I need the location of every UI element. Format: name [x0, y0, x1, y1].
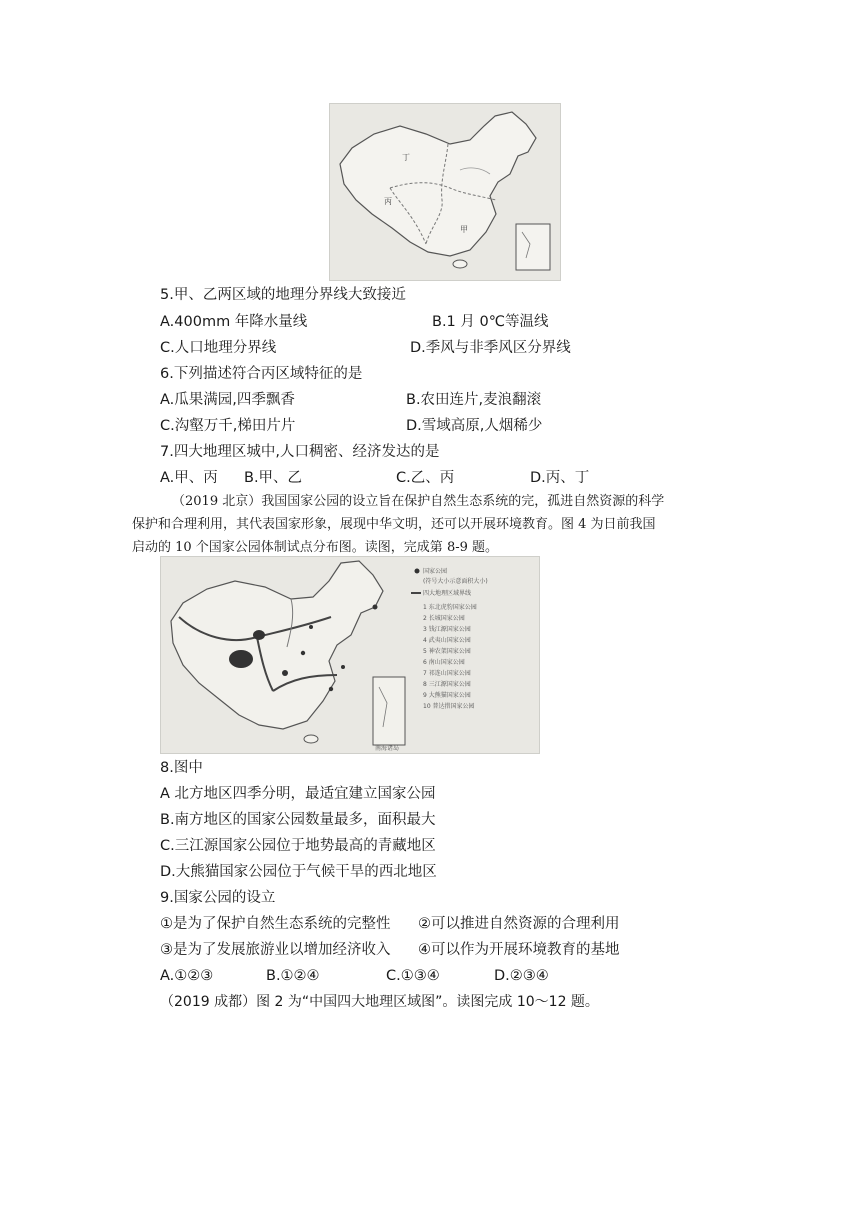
q8-option-a: A 北方地区四季分明，最适宜建立国家公园	[160, 786, 436, 802]
legend-park-2: 2 长城国家公园	[423, 615, 465, 622]
q6-option-b: B.农田连片,麦浪翻滚	[406, 392, 542, 408]
legend-note: (符号大小示意面积大小)	[423, 578, 488, 585]
q9-statement-3: ③是为了发展旅游业以增加经济收入	[160, 942, 391, 958]
legend-park-9: 9 大熊猫国家公园	[423, 692, 471, 699]
q8-stem: 8.图中	[160, 760, 203, 776]
map-label-ding: 丁	[402, 153, 410, 162]
map-label-bing: 丙	[384, 197, 392, 206]
china-regions-map	[329, 103, 561, 281]
q9-stem: 9.国家公园的设立	[160, 890, 276, 906]
legend-park-1: 1 东北虎豹国家公园	[423, 604, 477, 611]
q6-option-a: A.瓜果满园,四季飘香	[160, 392, 295, 408]
q9-statement-4: ④可以作为开展环境教育的基地	[418, 942, 620, 958]
q8-option-d: D.大熊猫国家公园位于气候干旱的西北地区	[160, 864, 437, 880]
legend-park-3: 3 钱江源国家公园	[423, 626, 471, 633]
inset-south-china-sea-label: 南海诸岛	[375, 745, 400, 752]
intro-2019-beijing-line2: 保护和合理利用，其代表国家形象，展现中华文明，还可以开展环境教育。图 4 为日前我国	[132, 517, 656, 532]
national-parks-map	[160, 556, 540, 754]
legend-park-6: 6 南山国家公园	[423, 659, 465, 666]
legend-park-10: 10 普达措国家公园	[423, 703, 475, 710]
map-label-jia: 甲	[460, 225, 468, 234]
q5-stem: 5.甲、乙两区域的地理分界线大致接近	[160, 287, 406, 303]
legend-park-symbol: 国家公园	[423, 568, 448, 575]
q9-statement-2: ②可以推进自然资源的合理利用	[418, 916, 620, 932]
q5-option-a: A.400mm 年降水量线	[160, 314, 308, 330]
q9-option-c: C.①③④	[386, 968, 440, 984]
q8-option-c: C.三江源国家公园位于地势最高的青藏地区	[160, 838, 436, 854]
q6-option-d: D.雪域高原,人烟稀少	[406, 418, 543, 434]
intro-2019-beijing-line3: 启动的 10 个国家公园体制试点分布图。读图，完成第 8-9 题。	[132, 540, 499, 555]
q5-option-d: D.季风与非季风区分界线	[410, 340, 571, 356]
q7-option-b: B.甲、乙	[244, 470, 303, 486]
q9-statement-1: ①是为了保护自然生态系统的完整性	[160, 916, 391, 932]
q9-option-d: D.②③④	[494, 968, 549, 984]
legend-park-8: 8 三江源国家公园	[423, 681, 471, 688]
q9-option-b: B.①②④	[266, 968, 320, 984]
q7-option-d: D.丙、丁	[530, 470, 590, 486]
q7-option-c: C.乙、丙	[396, 470, 455, 486]
q9-option-a: A.①②③	[160, 968, 214, 984]
q5-option-c: C.人口地理分界线	[160, 340, 277, 356]
q5-option-b: B.1 月 0℃等温线	[432, 314, 549, 330]
legend-park-4: 4 武夷山国家公园	[423, 637, 471, 644]
q8-option-b: B.南方地区的国家公园数量最多，面积最大	[160, 812, 436, 828]
intro-2019-beijing-line1: （2019 北京）我国国家公园的设立旨在保护自然生态系统的完，孤进自然资源的科学	[172, 494, 665, 509]
q7-option-a: A.甲、丙	[160, 470, 218, 486]
q6-stem: 6.下列描述符合丙区域特征的是	[160, 366, 363, 382]
legend-park-7: 7 祁连山国家公园	[423, 670, 471, 677]
q6-option-c: C.沟壑万千,梯田片片	[160, 418, 296, 434]
q7-stem: 7.四大地理区城中,人口稠密、经济发达的是	[160, 444, 440, 460]
intro-2019-chengdu: （2019 成都）图 2 为“中国四大地理区域图”。读图完成 10～12 题。	[160, 994, 599, 1010]
legend-boundary: 四大地理区域界线	[423, 590, 472, 597]
legend-park-5: 5 神农架国家公园	[423, 648, 471, 655]
